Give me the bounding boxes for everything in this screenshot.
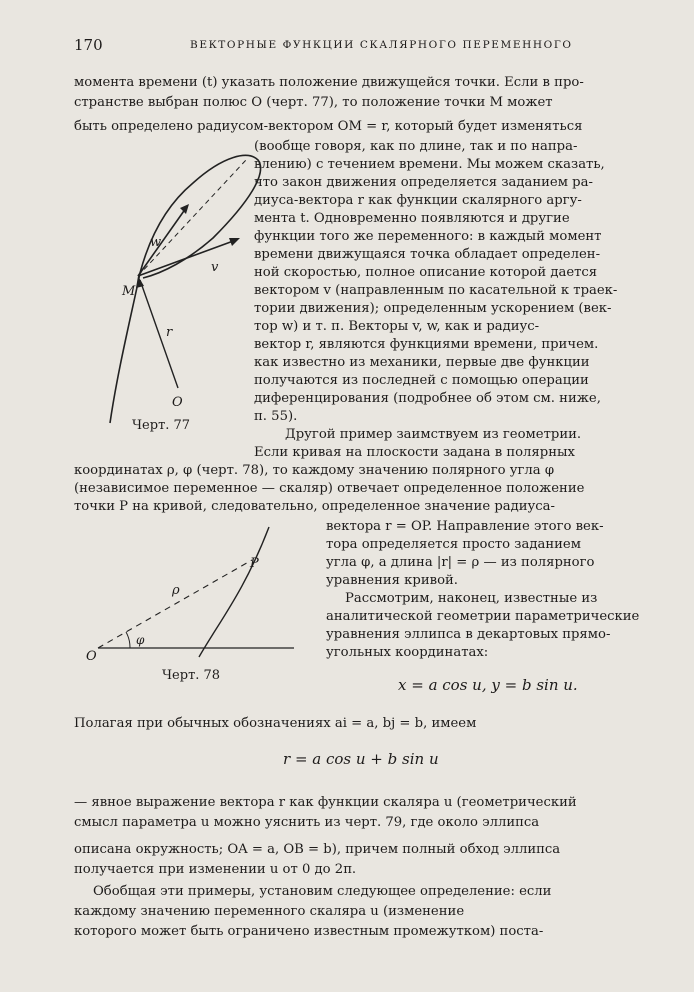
- page-number: 170: [74, 36, 103, 54]
- text-line: Рассмотрим, наконец, известные из: [345, 591, 598, 606]
- text-line: мента t. Одновременно появляются и другие: [254, 211, 570, 226]
- running-title: ВЕКТОРНЫЕ ФУНКЦИИ СКАЛЯРНОГО ПЕРЕМЕННОГО: [190, 39, 573, 51]
- label-w: w: [150, 235, 162, 250]
- label-P: P: [250, 556, 259, 571]
- text-line: получаются из последней с помощью операции: [254, 373, 589, 388]
- text-line: каждому значению переменного скаляра u (изменение: [74, 904, 465, 919]
- label-M: M: [122, 284, 136, 299]
- label-phi: φ: [136, 633, 145, 647]
- text-line: точки P на кривой, следовательно, определенное значение радиуса-: [74, 499, 555, 514]
- equation-ellipse: x = a cos u, y = b sin u.: [398, 676, 578, 694]
- text-line: как известно из механики, первые две функции: [254, 355, 590, 370]
- text-line: (вообще говоря, как по длине, так и по напра-: [254, 139, 578, 154]
- figure-77-caption: Черт. 77: [132, 418, 191, 433]
- text-line: что закон движения определяется заданием ра-: [254, 175, 593, 190]
- text-line: влению) с течением времени. Мы можем сказать,: [254, 157, 605, 172]
- text-line: времени движущаяся точка обладает определен-: [254, 247, 601, 262]
- text-line: тора определяется просто заданием: [326, 537, 581, 552]
- equation-vector: r = a cos u + b sin u: [283, 750, 439, 768]
- label-rho: ρ: [172, 583, 180, 598]
- text-line: получается при изменении u от 0 до 2π.: [74, 862, 357, 877]
- label-O: O: [86, 649, 97, 664]
- text-line: аналитической геометрии параметрические: [326, 609, 640, 624]
- text-line: тор w) и т. п. Векторы v, w, как и радиус-: [254, 319, 540, 334]
- text-line: Полагая при обычных обозначениях ai = a, bj = b, имеем: [74, 716, 477, 731]
- text-line: вектор r, являются функциями времени, причем.: [254, 337, 599, 352]
- text-line: Обобщая эти примеры, установим следующее определение: если: [93, 884, 552, 899]
- text-line: вектора r = OP. Направление этого век-: [326, 519, 604, 534]
- text-line: смысл параметра u можно уяснить из черт. 79, где около эллипса: [74, 815, 540, 830]
- text-line: которого может быть ограничено известным промежутком) поста-: [74, 924, 544, 939]
- text-line: Если кривая на плоскости задана в полярных: [254, 445, 575, 460]
- label-v: v: [211, 260, 219, 275]
- label-r: r: [166, 325, 173, 340]
- text-line: п. 55).: [254, 409, 298, 424]
- text-line: диуса-вектора r как функции скалярного аргу-: [254, 193, 582, 208]
- text-line: быть определено радиусом-вектором OM = r, который будет изменяться: [74, 119, 583, 134]
- text-line: странстве выбран полюс O (черт. 77), то положение точки M может: [74, 95, 553, 110]
- text-line: тории движения); определенным ускорением (век-: [254, 301, 612, 316]
- figure-78-diagram: [84, 512, 294, 662]
- text-line: диференцирования (подробнее об этом см. ниже,: [254, 391, 601, 406]
- label-O: O: [172, 395, 183, 410]
- text-line: функции того же переменного: в каждый момент: [254, 229, 602, 244]
- text-line: ной скоростью, полное описание которой дается: [254, 265, 598, 280]
- figure-78-caption: Черт. 78: [162, 668, 221, 683]
- text-line: (независимое переменное — скаляр) отвечает определенное положение: [74, 481, 585, 496]
- text-line: описана окружность; OA = a, OB = b), причем полный обход эллипса: [74, 842, 561, 857]
- text-line: Другой пример заимствуем из геометрии.: [285, 427, 582, 442]
- text-line: уравнения кривой.: [326, 573, 458, 588]
- text-line: вектором v (направленным по касательной к траек-: [254, 283, 618, 298]
- figure-77-diagram: [108, 148, 248, 408]
- text-line: угольных координатах:: [326, 645, 489, 660]
- text-line: угла φ, а длина |r| = ρ — из полярного: [326, 555, 595, 570]
- text-line: уравнения эллипса в декартовых прямо-: [326, 627, 611, 642]
- text-line: момента времени (t) указать положение движущейся точки. Если в про-: [74, 75, 584, 90]
- text-line: — явное выражение вектора r как функции скаляра u (геометрический: [74, 795, 577, 810]
- text-line: координатах ρ, φ (черт. 78), то каждому значению полярного угла φ: [74, 463, 555, 478]
